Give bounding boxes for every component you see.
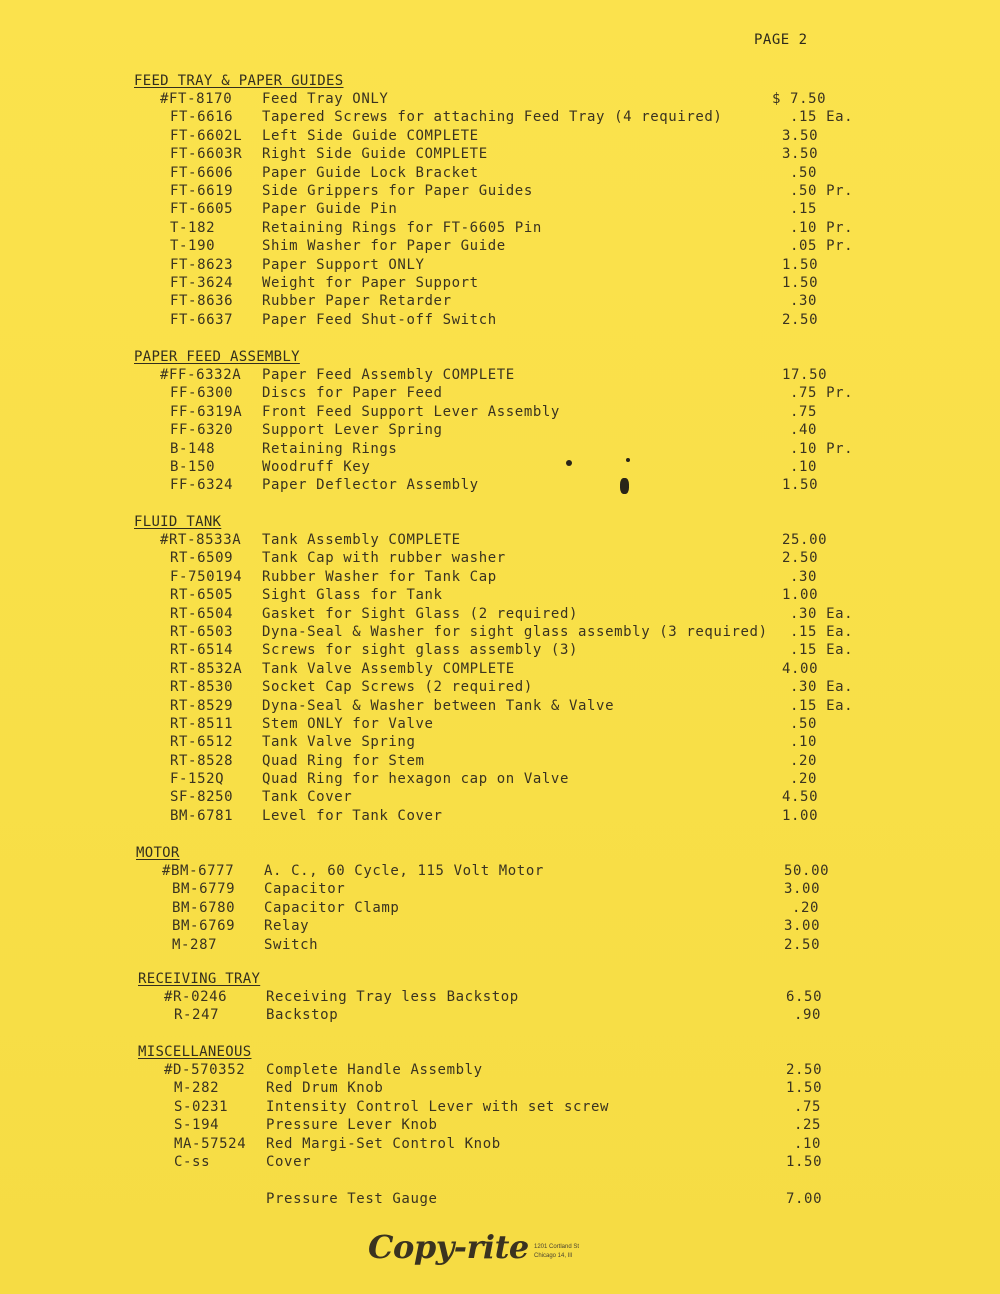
part-number: C-ss — [174, 1153, 211, 1170]
part-number: F-750194 — [170, 568, 243, 585]
part-description: Screws for sight glass assembly (3) — [262, 642, 579, 659]
part-number: MA-57524 — [174, 1135, 247, 1152]
part-number: RT-8528 — [170, 752, 234, 769]
part-row — [134, 531, 894, 549]
copy-rite-logo: Copy-rite — [368, 1228, 529, 1266]
part-description: Left Side Guide COMPLETE — [262, 127, 479, 144]
part-row — [134, 458, 894, 476]
part-price: .50 — [790, 164, 818, 181]
part-row — [138, 1135, 898, 1153]
part-description: Paper Guide Lock Bracket — [262, 164, 479, 181]
part-number: FT-6616 — [170, 109, 234, 126]
part-number: FT-8623 — [170, 256, 234, 273]
part-number: #R-0246 — [164, 989, 228, 1005]
part-number: #FT-8170 — [160, 91, 233, 107]
part-price: .30 Ea. — [790, 679, 854, 696]
part-row — [134, 549, 894, 567]
part-row — [134, 770, 894, 788]
part-price: .40 — [790, 422, 818, 439]
part-price: 6.50 — [786, 989, 823, 1005]
section-title: FEED TRAY & PAPER GUIDES — [134, 73, 344, 89]
part-price: .25 — [794, 1117, 822, 1134]
part-row — [138, 1079, 898, 1097]
part-price: .30 — [790, 293, 818, 310]
part-row — [134, 788, 894, 806]
part-number: S-0231 — [174, 1098, 229, 1115]
part-description: Dyna-Seal & Washer between Tank & Valve — [262, 697, 615, 714]
section — [138, 970, 898, 1025]
part-price: .10 Pr. — [790, 219, 854, 236]
section — [134, 348, 894, 495]
part-number: FT-8636 — [170, 293, 234, 310]
part-description: Red Margi-Set Control Knob — [266, 1135, 501, 1152]
part-description: Paper Support ONLY — [262, 256, 425, 273]
part-number: SF-8250 — [170, 789, 234, 806]
part-price: 2.50 — [786, 1062, 823, 1078]
part-price: 4.00 — [782, 660, 819, 677]
part-description: Tank Valve Assembly COMPLETE — [262, 660, 515, 677]
part-row — [134, 715, 894, 733]
part-price — [776, 1171, 876, 1189]
part-price: .15 — [790, 201, 818, 218]
part-price: 3.50 — [782, 146, 819, 163]
part-number: B-150 — [170, 458, 216, 475]
part-number: #BM-6777 — [162, 863, 235, 879]
part-row — [134, 440, 894, 458]
part-number: FT-6619 — [170, 182, 234, 199]
part-row — [134, 807, 894, 825]
part-number: FT-6602L — [170, 127, 243, 144]
part-description: Weight for Paper Support — [262, 274, 479, 291]
part-row — [136, 936, 896, 954]
part-description: Intensity Control Lever with set screw — [266, 1098, 610, 1115]
part-description: A. C., 60 Cycle, 115 Volt Motor — [264, 863, 544, 879]
part-price: .75 — [790, 403, 818, 420]
part-row — [136, 899, 896, 917]
part-description: Capacitor Clamp — [264, 899, 400, 916]
part-number: R-247 — [174, 1007, 220, 1024]
section-title: FLUID TANK — [134, 514, 222, 530]
part-price: 2.50 — [782, 311, 819, 328]
part-description: Retaining Rings — [262, 440, 398, 457]
part-row — [134, 366, 894, 384]
part-number: RT-8511 — [170, 715, 234, 732]
part-description: Pressure Lever Knob — [266, 1117, 438, 1134]
part-row — [134, 476, 894, 494]
part-description: Feed Tray ONLY — [262, 91, 389, 107]
part-number: M-282 — [174, 1080, 220, 1097]
part-row — [134, 641, 894, 659]
part-number: RT-6505 — [170, 587, 234, 604]
part-price: 3.50 — [782, 127, 819, 144]
part-price: 2.50 — [782, 550, 819, 567]
part-number: FT-6606 — [170, 164, 234, 181]
part-description: Front Feed Support Lever Assembly — [262, 403, 560, 420]
address-line-1: 1201 Cortland St — [534, 1244, 580, 1250]
section — [136, 844, 896, 954]
part-description: Socket Cap Screws (2 required) — [262, 679, 533, 696]
part-row — [134, 292, 894, 310]
part-price: .15 Ea. — [790, 623, 854, 640]
part-number: #RT-8533A — [160, 532, 242, 548]
part-description: Quad Ring for hexagon cap on Valve — [262, 771, 569, 788]
part-description — [266, 1171, 776, 1189]
part-row — [134, 256, 894, 274]
ink-spot — [626, 458, 630, 462]
part-price: .10 — [790, 734, 818, 751]
part-number: RT-6509 — [170, 550, 234, 567]
address-line-2: Chicago 14, Ill — [534, 1253, 573, 1259]
part-number: BM-6769 — [172, 918, 236, 935]
part-row — [134, 145, 894, 163]
part-description: Pressure Test Gauge — [266, 1190, 438, 1207]
part-price: .10 Pr. — [790, 440, 854, 457]
part-row — [138, 1098, 898, 1116]
part-price: 1.50 — [786, 1153, 823, 1170]
part-description: Gasket for Sight Glass (2 required) — [262, 605, 579, 622]
part-description: Sight Glass for Tank — [262, 587, 443, 604]
part-row — [134, 421, 894, 439]
part-description: Cover — [266, 1153, 312, 1170]
part-price: .50 — [790, 715, 818, 732]
part-price: $ 7.50 — [772, 91, 827, 107]
part-row — [134, 274, 894, 292]
part-price: .15 Ea. — [790, 109, 854, 126]
part-number: B-148 — [170, 440, 216, 457]
part-description: Tank Assembly COMPLETE — [262, 532, 461, 548]
part-row — [134, 127, 894, 145]
part-number: T-190 — [170, 238, 216, 255]
part-row — [134, 568, 894, 586]
part-price: .20 — [790, 752, 818, 769]
part-number: FF-6320 — [170, 422, 234, 439]
part-description: Quad Ring for Stem — [262, 752, 425, 769]
part-row — [138, 1006, 898, 1024]
part-row — [136, 862, 896, 880]
part-description: Woodruff Key — [262, 458, 371, 475]
part-description: Right Side Guide COMPLETE — [262, 146, 488, 163]
part-number: FF-6324 — [170, 477, 234, 494]
part-row — [138, 988, 898, 1006]
part-price: 3.00 — [784, 881, 821, 898]
part-row — [134, 164, 894, 182]
part-price: .20 — [790, 771, 818, 788]
section-title: MISCELLANEOUS — [138, 1044, 252, 1060]
part-description: Side Grippers for Paper Guides — [262, 182, 533, 199]
part-number: RT-8532A — [170, 660, 243, 677]
ink-spot — [566, 460, 572, 466]
part-number: BM-6781 — [170, 807, 234, 824]
part-price: 3.00 — [784, 918, 821, 935]
part-description: Paper Feed Assembly COMPLETE — [262, 367, 515, 383]
part-row — [134, 697, 894, 715]
part-row — [134, 733, 894, 751]
part-row — [138, 1153, 898, 1171]
part-number: #D-570352 — [164, 1062, 246, 1078]
part-number: FF-6300 — [170, 385, 234, 402]
part-number: RT-8529 — [170, 697, 234, 714]
part-price: 17.50 — [782, 367, 828, 383]
part-number: RT-6512 — [170, 734, 234, 751]
part-price: .30 — [790, 568, 818, 585]
part-number: RT-8530 — [170, 679, 234, 696]
part-number — [138, 1171, 266, 1189]
part-row — [134, 237, 894, 255]
section-title: RECEIVING TRAY — [138, 971, 261, 987]
part-description: Backstop — [266, 1007, 339, 1024]
ink-spot — [620, 478, 629, 494]
part-row — [138, 1171, 898, 1189]
part-description: Rubber Paper Retarder — [262, 293, 452, 310]
part-row — [134, 586, 894, 604]
part-row — [134, 752, 894, 770]
footer-address — [534, 1243, 579, 1261]
part-description: Receiving Tray less Backstop — [266, 989, 519, 1005]
part-price: .05 Pr. — [790, 238, 854, 255]
part-price: .10 — [794, 1135, 822, 1152]
part-row — [138, 1061, 898, 1079]
part-price: 1.50 — [782, 274, 819, 291]
part-number: RT-6503 — [170, 623, 234, 640]
part-number: BM-6780 — [172, 899, 236, 916]
part-description: Paper Guide Pin — [262, 201, 398, 218]
part-description: Level for Tank Cover — [262, 807, 443, 824]
part-number: FT-6605 — [170, 201, 234, 218]
part-description: Red Drum Knob — [266, 1080, 384, 1097]
part-price: 1.00 — [782, 807, 819, 824]
section-title: PAPER FEED ASSEMBLY — [134, 349, 300, 365]
part-price: .10 — [790, 458, 818, 475]
section — [134, 72, 894, 329]
part-row — [134, 403, 894, 421]
part-number: FT-6603R — [170, 146, 243, 163]
page-number: PAGE 2 — [754, 32, 808, 48]
part-description: Tank Cover — [262, 789, 353, 806]
part-row — [138, 1116, 898, 1134]
part-number: #FF-6332A — [160, 367, 242, 383]
part-row — [134, 660, 894, 678]
part-number: F-152Q — [170, 771, 225, 788]
part-row — [134, 678, 894, 696]
part-number: S-194 — [174, 1117, 220, 1134]
part-number: BM-6779 — [172, 881, 236, 898]
part-description: Tank Cap with rubber washer — [262, 550, 506, 567]
part-description: Rubber Washer for Tank Cap — [262, 568, 497, 585]
part-description: Stem ONLY for Valve — [262, 715, 434, 732]
part-row — [134, 384, 894, 402]
part-price: .75 Pr. — [790, 385, 854, 402]
part-description: Retaining Rings for FT-6605 Pin — [262, 219, 542, 236]
part-number: M-287 — [172, 936, 218, 953]
part-description: Switch — [264, 936, 319, 953]
part-row — [134, 90, 894, 108]
part-price: 1.00 — [782, 587, 819, 604]
part-price: 50.00 — [784, 863, 830, 879]
section-title: MOTOR — [136, 845, 180, 861]
part-description: Paper Feed Shut-off Switch — [262, 311, 497, 328]
part-row — [134, 219, 894, 237]
part-number: FF-6319A — [170, 403, 243, 420]
part-price: 25.00 — [782, 532, 828, 548]
part-price: .20 — [792, 899, 820, 916]
section — [138, 1043, 898, 1208]
part-description: Paper Deflector Assembly — [262, 477, 479, 494]
part-row — [134, 108, 894, 126]
part-price: 1.50 — [782, 477, 819, 494]
part-number: FT-6637 — [170, 311, 234, 328]
part-row — [138, 1190, 898, 1208]
part-description: Discs for Paper Feed — [262, 385, 443, 402]
part-price: .90 — [794, 1007, 822, 1024]
part-number: RT-6504 — [170, 605, 234, 622]
part-number: T-182 — [170, 219, 216, 236]
part-row — [134, 182, 894, 200]
part-price: 1.50 — [782, 256, 819, 273]
part-number: RT-6514 — [170, 642, 234, 659]
part-price: .75 — [794, 1098, 822, 1115]
part-description: Complete Handle Assembly — [266, 1062, 483, 1078]
part-price: 1.50 — [786, 1080, 823, 1097]
part-row — [134, 623, 894, 641]
section — [134, 513, 894, 825]
part-price: 2.50 — [784, 936, 821, 953]
part-description: Support Lever Spring — [262, 422, 443, 439]
part-description: Shim Washer for Paper Guide — [262, 238, 506, 255]
part-price: .50 Pr. — [790, 182, 854, 199]
part-row — [136, 917, 896, 935]
part-description: Capacitor — [264, 881, 346, 898]
part-description: Tapered Screws for attaching Feed Tray (4 required) — [262, 109, 723, 126]
part-row — [134, 200, 894, 218]
part-row — [134, 311, 894, 329]
part-price: 7.00 — [786, 1190, 823, 1207]
part-row — [134, 605, 894, 623]
part-description: Relay — [264, 918, 310, 935]
part-description: Dyna-Seal & Washer for sight glass assembly (3 required) — [262, 623, 768, 640]
part-price: .15 Ea. — [790, 642, 854, 659]
part-description: Tank Valve Spring — [262, 734, 416, 751]
part-price: .30 Ea. — [790, 605, 854, 622]
part-price: .15 Ea. — [790, 697, 854, 714]
part-price: 4.50 — [782, 789, 819, 806]
part-number: FT-3624 — [170, 274, 234, 291]
part-row — [136, 880, 896, 898]
part-number — [138, 1190, 266, 1208]
